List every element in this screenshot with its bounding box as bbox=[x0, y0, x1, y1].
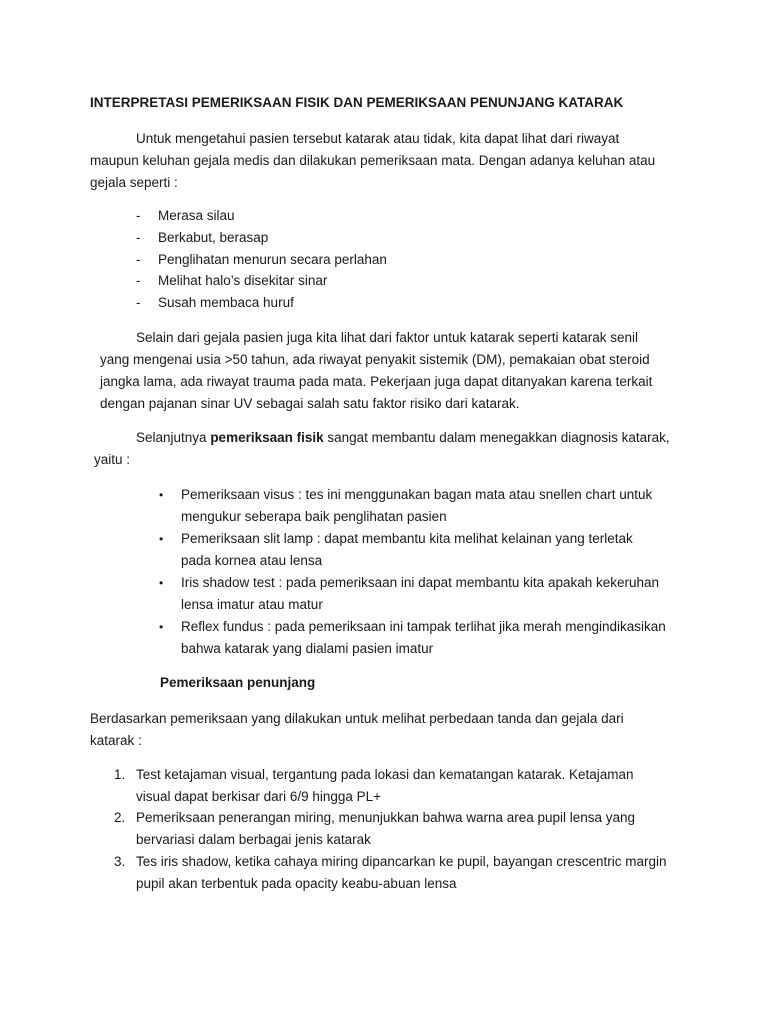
support-line1: Pemeriksaan penerangan miring, menunjukkan bahwa warna area pupil lensa yang bbox=[136, 810, 636, 825]
support-intro-line: katarak : bbox=[90, 733, 142, 748]
dash-marker: - bbox=[136, 252, 141, 267]
symptom-text: Penglihatan menurun secara perlahan bbox=[158, 252, 387, 267]
dash-marker: - bbox=[136, 208, 141, 223]
risk-line: Selain dari gejala pasien juga kita lihat dari faktor untuk katarak seperti katarak senil bbox=[136, 330, 639, 345]
support-line2: visual dapat berkisar dari 6/9 hingga PL+ bbox=[136, 789, 382, 804]
exam-line1: Pemeriksaan visus : tes ini menggunakan bagan mata atau snellen chart untuk bbox=[181, 487, 653, 502]
bullet-marker: • bbox=[159, 620, 164, 634]
dash-marker: - bbox=[136, 295, 141, 310]
intro-suffix: sangat membantu dalam menegakkan diagnosis katarak, bbox=[323, 430, 670, 445]
item-number: 2. bbox=[114, 810, 126, 825]
intro-line: Untuk mengetahui pasien tersebut katarak atau tidak, kita dapat lihat dari riwayat bbox=[136, 131, 620, 146]
risk-line: jangka lama, ada riwayat trauma pada mata. Pekerjaan juga dapat ditanyakan karena terkait bbox=[100, 374, 653, 389]
intro-line: gejala seperti : bbox=[90, 175, 178, 190]
physical-exam-intro-line bbox=[136, 429, 670, 447]
symptom-text: Merasa silau bbox=[158, 208, 235, 223]
bullet-marker: • bbox=[159, 488, 164, 502]
exam-line1: Reflex fundus : pada pemeriksaan ini tampak terlihat jika merah mengindikasikan bbox=[181, 619, 666, 634]
item-number: 3. bbox=[114, 854, 126, 869]
exam-line1: Iris shadow test : pada pemeriksaan ini dapat membantu kita apakah kekeruhan bbox=[181, 575, 660, 590]
risk-line: yang mengenai usia >50 tahun, ada riwayat penyakit sistemik (DM), pemakaian obat steroid bbox=[100, 352, 650, 367]
support-intro-line: Berdasarkan pemeriksaan yang dilakukan untuk melihat perbedaan tanda dan gejala dari bbox=[90, 711, 624, 726]
exam-line2: lensa imatur atau matur bbox=[181, 597, 323, 612]
support-line1: Tes iris shadow, ketika cahaya miring dipancarkan ke pupil, bayangan crescentric margin bbox=[136, 854, 667, 869]
exam-line2: mengukur seberapa baik penglihatan pasien bbox=[181, 509, 447, 524]
support-line1: Test ketajaman visual, tergantung pada lokasi dan kematangan katarak. Ketajaman bbox=[136, 767, 634, 782]
physical-exam-intro-line2: yaitu : bbox=[94, 452, 131, 467]
risk-line: dengan pajanan sinar UV sebagai salah satu faktor risiko dari katarak. bbox=[100, 396, 520, 411]
support-line2: pupil akan terbentuk pada opacity keabu-abuan lensa bbox=[136, 876, 457, 891]
symptom-text: Susah membaca huruf bbox=[158, 295, 294, 310]
exam-line1: Pemeriksaan slit lamp : dapat membantu kita melihat kelainan yang terletak bbox=[181, 531, 633, 546]
bullet-marker: • bbox=[159, 532, 164, 546]
bullet-marker: • bbox=[159, 576, 164, 590]
exam-line2: bahwa katarak yang dialami pasien imatur bbox=[181, 641, 434, 656]
dash-marker: - bbox=[136, 230, 141, 245]
item-number: 1. bbox=[114, 767, 126, 782]
intro-line: maupun keluhan gejala medis dan dilakukan pemeriksaan mata. Dengan adanya keluhan atau bbox=[90, 153, 656, 168]
support-line2: bervariasi dalam berbagai jenis katarak bbox=[136, 832, 371, 847]
exam-line2: pada kornea atau lensa bbox=[181, 553, 323, 568]
symptom-text: Berkabut, berasap bbox=[158, 230, 269, 245]
symptom-text: Melihat halo’s disekitar sinar bbox=[158, 273, 328, 288]
document-title: INTERPRETASI PEMERIKSAAN FISIK DAN PEMERIKSAAN PENUNJANG KATARAK bbox=[90, 95, 624, 110]
intro-prefix: Selanjutnya bbox=[136, 430, 211, 445]
physical-exam-bold-term: pemeriksaan fisik bbox=[210, 430, 324, 445]
support-heading: Pemeriksaan penunjang bbox=[160, 675, 316, 690]
dash-marker: - bbox=[136, 273, 141, 288]
